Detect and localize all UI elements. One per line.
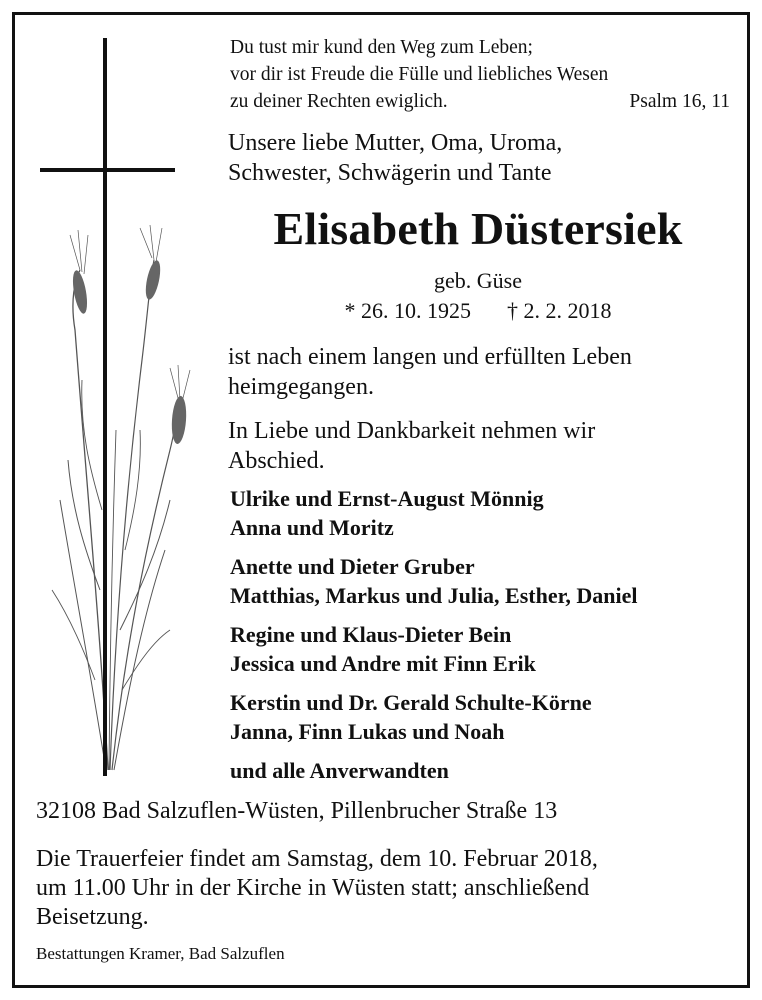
passing-line: heimgegangen. [228,374,374,400]
death-date: † 2. 2. 2018 [507,298,612,323]
undertaker: Bestattungen Kramer, Bad Salzuflen [36,944,285,963]
mourner-group [230,484,740,542]
wheat-ears [70,259,187,444]
verse-line-with-reference [230,88,730,115]
life-dates [228,298,728,324]
mourner-line: Regine und Klaus-Dieter Bein [230,622,512,647]
cross-icon [40,38,175,776]
mourner-line: Anette und Dieter Gruber [230,554,475,579]
service-line: Beisetzung. [36,904,149,930]
service-line: um 11.00 Uhr in der Kirche in Wüsten statt; anschließend [36,875,590,901]
intro-line: Unsere liebe Mutter, Oma, Uroma, [228,130,563,156]
cross-and-wheat-decoration [30,30,200,790]
farewell-line: Abschied. [228,448,325,474]
verse-reference: Psalm 16, 11 [629,91,730,112]
passing-line: ist nach einem langen und erfüllten Leben [228,344,632,370]
mourner-group [230,620,740,678]
mourner-group [230,688,740,746]
service-line: Die Trauerfeier findet am Samstag, dem 10. Februar 2018, [36,846,598,872]
deceased-name: Elisabeth Düstersiek [273,203,683,254]
passing-text [228,342,632,402]
mourner-line: Anna und Moritz [230,515,394,540]
mourner-line: Ulrike und Ernst-August Mönnig [230,486,544,511]
mourner-line: Kerstin und Dr. Gerald Schulte-Körne [230,690,592,715]
verse-line: Du tust mir kund den Weg zum Leben; [230,37,533,58]
wheat-icon [52,225,190,770]
farewell-line: In Liebe und Dankbarkeit nehmen wir [228,418,596,444]
mourners-list [230,484,740,785]
verse-line: vor dir ist Freude die Fülle und liebliches Wesen [230,64,609,85]
mourner-line: Jessica und Andre mit Finn Erik [230,651,536,676]
verse-line: zu deiner Rechten ewiglich. [230,91,448,112]
closing-line: und alle Anverwandten [230,758,449,783]
mourner-group [230,552,740,610]
birth-date: * 26. 10. 1925 [344,298,471,323]
funeral-service-text [36,845,736,932]
farewell-text [228,416,595,476]
maiden-name: geb. Güse [434,268,522,293]
address: 32108 Bad Salzuflen-Wüsten, Pillenbrucher Straße 13 [36,798,558,824]
intro-text [228,128,562,188]
mourner-line: Matthias, Markus und Julia, Esther, Daniel [230,583,638,608]
bible-verse [230,34,730,115]
intro-line: Schwester, Schwägerin und Tante [228,160,552,186]
mourner-line: Janna, Finn Lukas und Noah [230,719,505,744]
